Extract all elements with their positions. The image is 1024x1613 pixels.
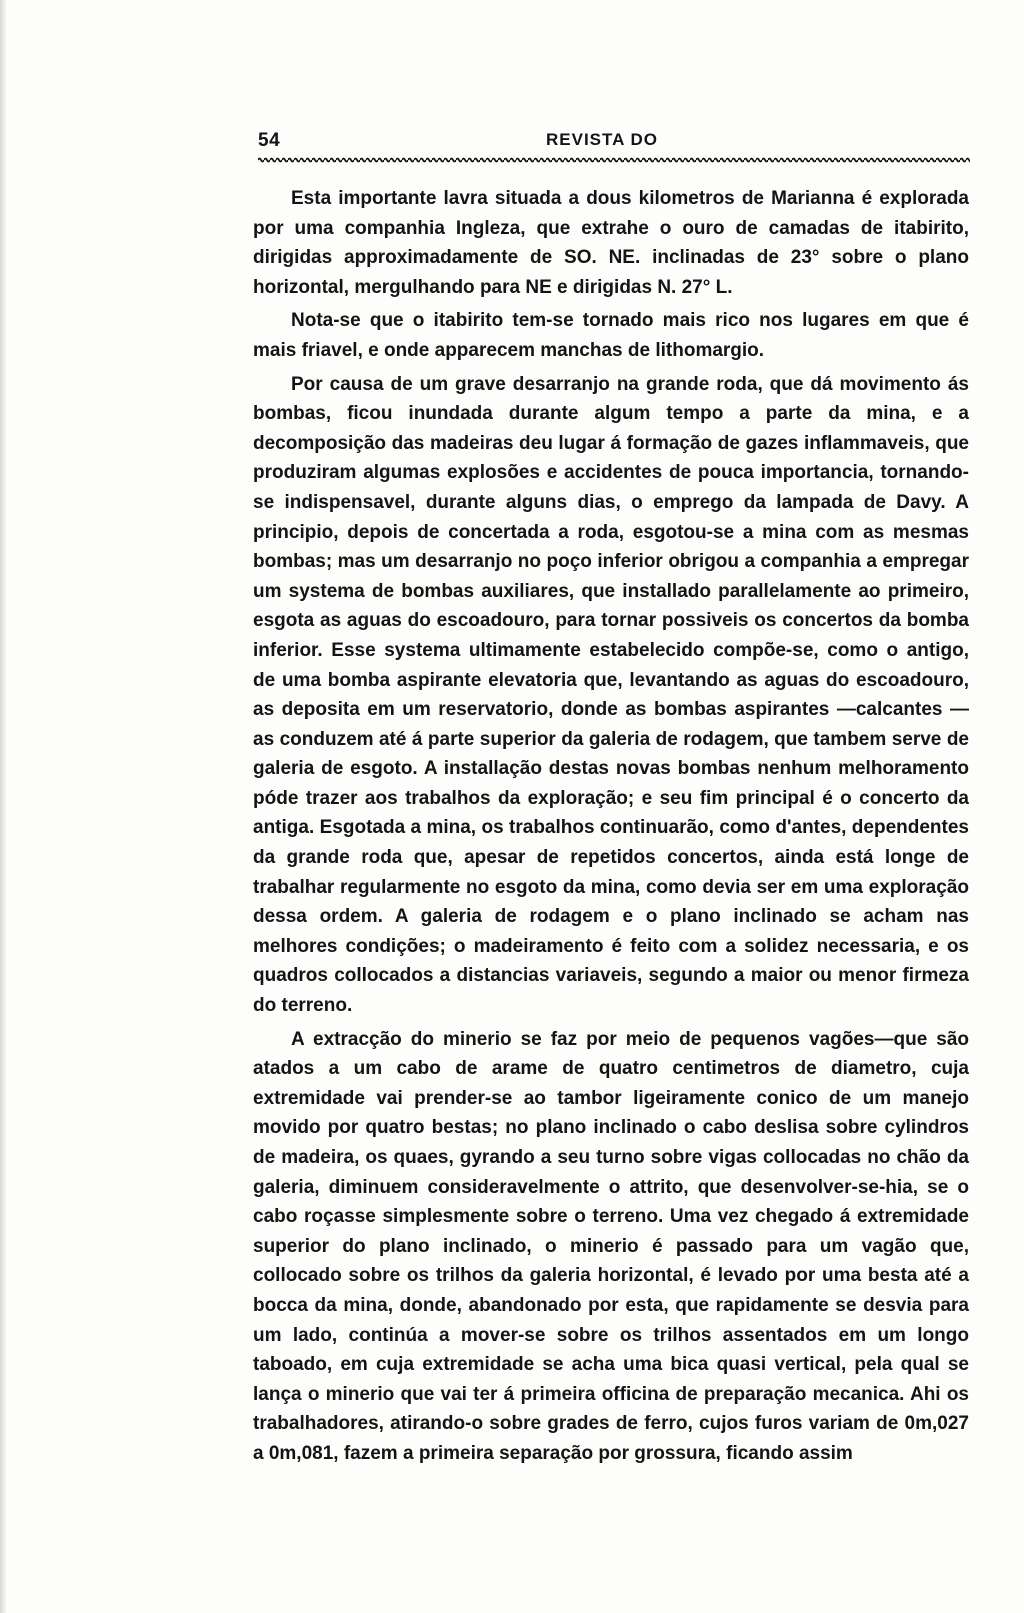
paragraph-itabirito-note: Nota-se que o itabirito tem-se tornado mais rico nos lugares em que é mais friavel, e onde apparecem manchas de lithomargio. <box>253 310 969 361</box>
running-title: REVISTA DO <box>546 130 659 149</box>
page-header <box>258 126 970 166</box>
paragraph-extraccao: A extracção do minerio se faz por meio de pequenos vagões—que são atados a um cabo de arame de quatro centimetros de diametro, cuja extremidade vai prender-se ao tambor ligeiramente conico de um manejo movido por quatro bestas; no plano inclinado o cabo deslisa sobre cylindros de madeira, os quaes, gyrando a seu turno sobre vigas collocadas no chão da galeria, diminuem consideravelmente o attrito, que desenvolver-se-hia, se o cabo roçasse simplesmente sobre o terreno. Uma vez chegado á extremidade superior do plano inclinado, o minerio é passado para um vagão que, collocado sobre os trilhos da galeria horizontal, é levado por uma besta até a bocca da mina, donde, abandonado por esta, que rapidamente se desvia para um lado, continúa a mover-se sobre os trilhos assentados em um longo taboado, em cuja extremidade se acha uma bica quasi vertical, pela qual se lança o minerio que vai ter á primeira officina de preparação mecanica. Ahi os trabalhadores, atirando-o sobre grades de ferro, cujos furos variam de 0m,027 a 0m,081, fazem a primeira separação por grossura, ficando assim <box>253 1028 969 1464</box>
scan-page-edge <box>0 0 6 1613</box>
paragraph-lavra-intro: Esta importante lavra situada a dous kilometros de Marianna é explorada por uma companhia Ingleza, que extrahe o ouro de camadas de itabirito, dirigidas approximadamente de SO. NE. inclinadas de 23° sobre o plano horizontal, mergulhando para NE e dirigidas N. 27° L. <box>253 188 969 298</box>
page-number: 54 <box>258 130 281 151</box>
article-body <box>253 184 969 1469</box>
header-wavy-rule <box>258 157 970 163</box>
paragraph-bombas: Por causa de um grave desarranjo na grande roda, que dá movimento ás bombas, ficou inundada durante algum tempo a parte da mina, e a decomposição das madeiras deu lugar á formação de gazes inflammaveis, que produziram algumas explosões e accidentes de pouca importancia, tornando-se indispensavel, durante alguns dias, o emprego da lampada de Davy. A principio, depois de concertada a roda, esgotou-se a mina com as mesmas bombas; mas um desarranjo no poço inferior obrigou a companhia a empregar um systema de bombas auxiliares, que installado parallelamente ao primeiro, esgota as aguas do escoadouro, para tornar possiveis os concertos da bomba inferior. Esse systema ultimamente estabelecido compõe-se, como o antigo, de uma bomba aspirante elevatoria que, levantando as aguas do escoadouro, as deposita em um reservatorio, donde as bombas aspirantes —calcantes — as conduzem até á parte superior da galeria de rodagem, que tambem serve de galeria de esgoto. A installação destas novas bombas nenhum melhoramento póde trazer aos trabalhos da exploração; e seu fim principal é o concerto da antiga. Esgotada a mina, os trabalhos continuarão, como d'antes, dependentes da grande roda que, apesar de repetidos concertos, ainda está longe de trabalhar regularmente no esgoto da mina, como devia ser em uma exploração dessa ordem. A galeria de rodagem e o plano inclinado se acham nas melhores condições; o madeiramento é feito com a solidez necessaria, e os quadros collocados a distancias variaveis, segundo a maior ou menor firmeza do terreno. <box>253 373 969 1017</box>
